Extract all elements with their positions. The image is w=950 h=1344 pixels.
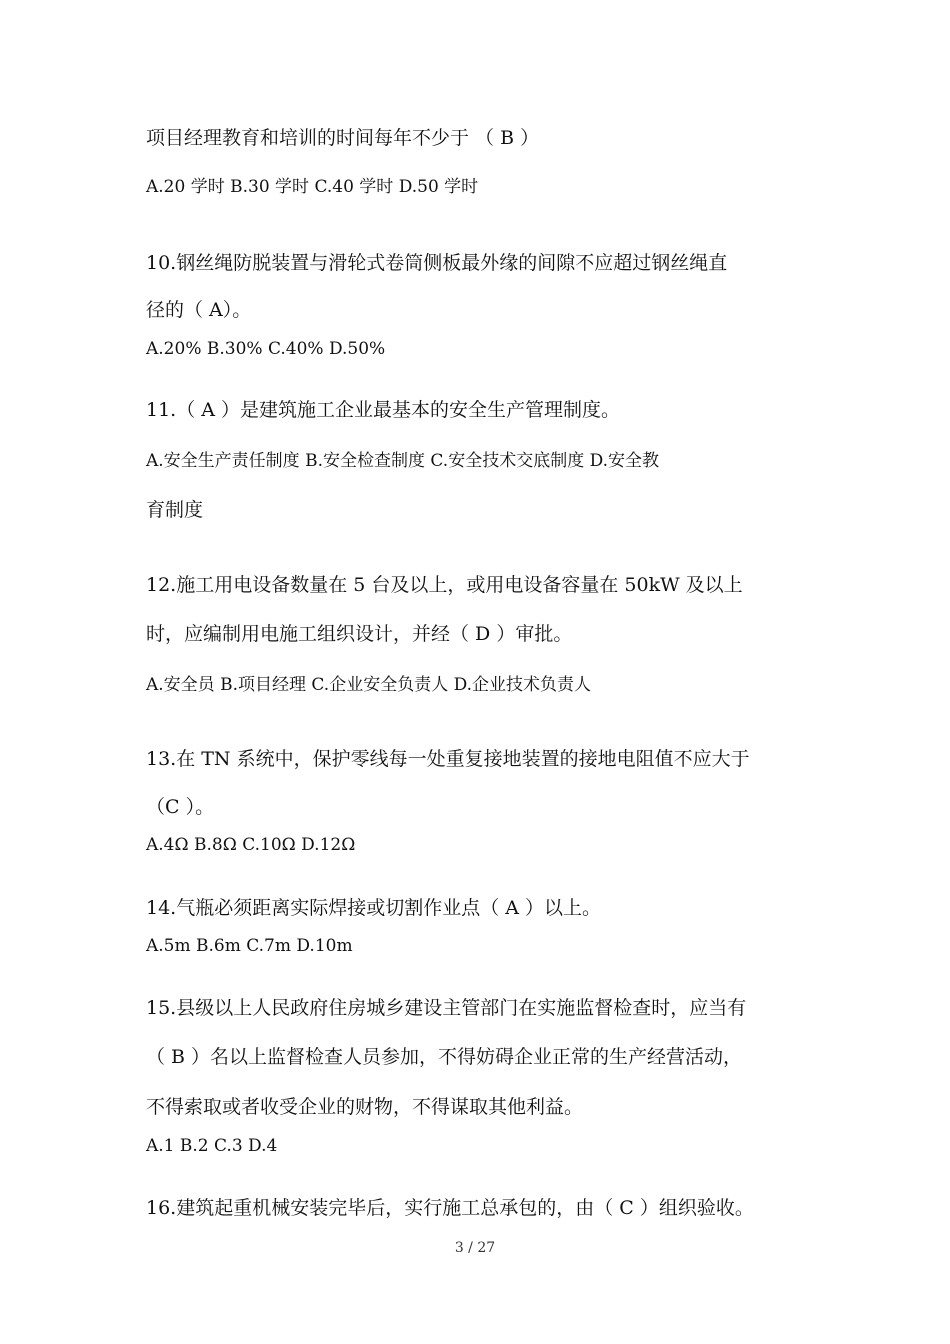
question-11-text: 11.（ A ）是建筑施工企业最基本的安全生产管理制度。 xyxy=(146,399,621,421)
question-14-text: 14.气瓶必须距离实际焊接或切割作业点（ A ）以上。 xyxy=(146,897,602,919)
question-10-text-line2: 径的（ A）。 xyxy=(146,299,252,321)
question-11-options-line2: 育制度 xyxy=(146,499,204,521)
question-13-text-line1: 13.在 TN 系统中，保护零线每一处重复接地装置的接地电阻值不应大于 xyxy=(146,748,750,770)
question-10-text-line1: 10.钢丝绳防脱装置与滑轮式卷筒侧板最外缘的间隙不应超过钢丝绳直 xyxy=(146,252,728,274)
question-9-options: A.20 学时 B.30 学时 C.40 学时 D.50 学时 xyxy=(146,177,479,197)
question-15-text-line3: 不得索取或者收受企业的财物，不得谋取其他利益。 xyxy=(146,1096,584,1118)
question-10-options: A.20% B.30% C.40% D.50% xyxy=(146,339,386,359)
question-16-text: 16.建筑起重机械安装完毕后，实行施工总承包的，由（ C ）组织验收。 xyxy=(146,1197,754,1219)
question-13-text-line2: （C ）。 xyxy=(146,796,215,818)
question-14-options: A.5m B.6m C.7m D.10m xyxy=(146,936,353,956)
question-12-text-line2: 时，应编制用电施工组织设计，并经（ D ）审批。 xyxy=(146,623,573,645)
question-13-options: A.4Ω B.8Ω C.10Ω D.12Ω xyxy=(146,835,356,855)
question-15-text-line1: 15.县级以上人民政府住房城乡建设主管部门在实施监督检查时，应当有 xyxy=(146,997,747,1019)
question-15-text-line2: （ B ）名以上监督检查人员参加，不得妨碍企业正常的生产经营活动， xyxy=(146,1046,743,1068)
page-number: 3 / 27 xyxy=(454,1240,496,1256)
question-12-options: A.安全员 B.项目经理 C.企业安全负责人 D.企业技术负责人 xyxy=(146,675,592,695)
question-9-text: 项目经理教育和培训的时间每年不少于 （ B ） xyxy=(146,127,540,149)
question-12-text-line1: 12.施工用电设备数量在 5 台及以上，或用电设备容量在 50kW 及以上 xyxy=(146,574,743,596)
question-11-options-line1: A.安全生产责任制度 B.安全检查制度 C.安全技术交底制度 D.安全教 xyxy=(146,451,660,471)
question-15-options: A.1 B.2 C.3 D.4 xyxy=(146,1136,278,1156)
